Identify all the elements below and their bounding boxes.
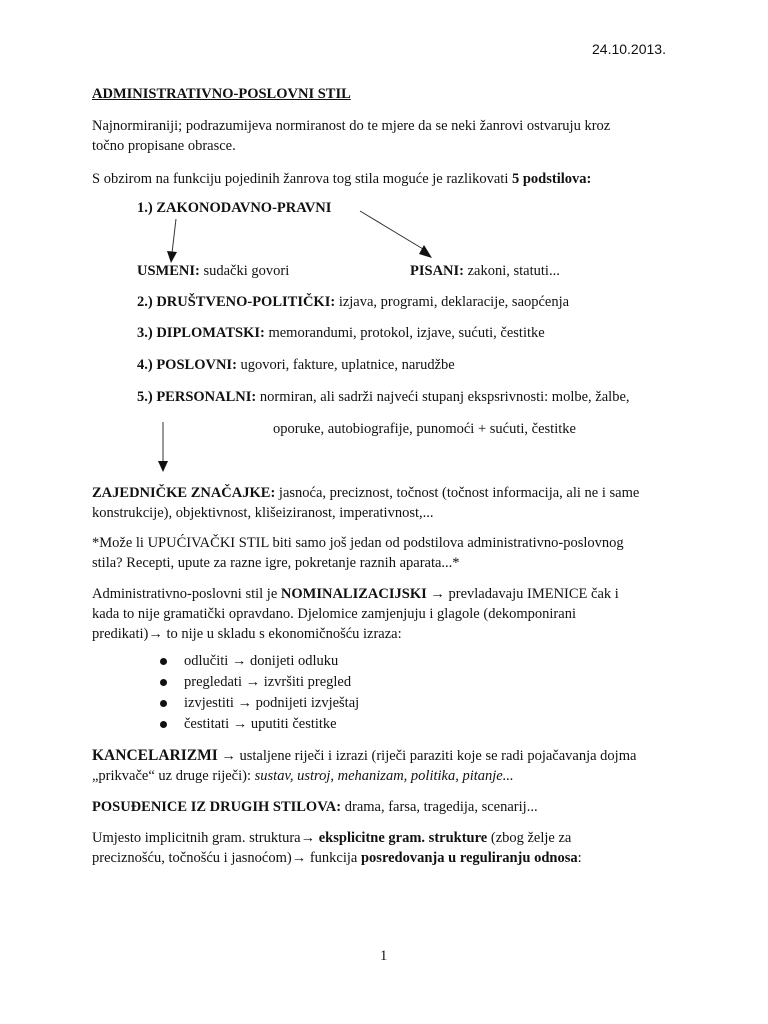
umjesto-bold-1: eksplicitne gram. strukture (318, 830, 488, 846)
kancel-label: KANCELARIZMI (92, 747, 218, 764)
substyle-5 (137, 389, 630, 406)
nominal-post: → prevladavaju IMENICE čak i (426, 586, 619, 602)
example-bullet-list (160, 651, 359, 735)
bullet-icon (160, 700, 167, 707)
umjesto-line-2-pre: preciznošću, točnošću i jasnoćom)→ funkcija (92, 850, 361, 866)
pisani-label: PISANI: (410, 263, 464, 279)
bullet-icon (160, 721, 167, 728)
posudenice-line (92, 797, 672, 817)
pisani-text: zakoni, statuti... (463, 263, 560, 279)
note-line-1: *Može li UPUĆIVAČKI STIL biti samo još jedan od podstilova administrativno-poslovnog (92, 535, 624, 551)
substyle-intro-bold: 5 podstilova: (511, 171, 592, 187)
substyle-3-text: memorandumi, protokol, izjave, sućuti, čestitke (264, 325, 545, 341)
zajednicke-text: jasnoća, preciznost, točnost (točnost informacija, ali ne i same (275, 485, 640, 501)
list-item: odlučiti → donijeti odluku (160, 651, 359, 672)
substyle-4-text: ugovori, fakture, uplatnice, narudžbe (236, 357, 455, 373)
document-date: 24.10.2013. (592, 41, 666, 57)
intro-line-2: točno propisane obrasce. (92, 138, 236, 154)
substyle-5-text: normiran, ali sadrži najveći stupanj ekspsrivnosti: molbe, žalbe, (256, 389, 630, 405)
bullet-icon (160, 658, 167, 665)
pisani-line (410, 263, 560, 280)
zajednicke-label: ZAJEDNIČKE ZNAČAJKE: (92, 485, 276, 501)
umjesto-line-1 (92, 828, 672, 848)
substyle-3 (137, 325, 545, 342)
umjesto-bold-2: posredovanja u reguliranju odnosa (360, 850, 578, 866)
nominal-line-1 (92, 584, 672, 604)
usmeni-text: sudački govori (199, 263, 290, 279)
posudenice-label: POSUĐENICE IZ DRUGIH STILOVA: (92, 799, 342, 815)
umjesto-pre: Umjesto implicitnih gram. struktura→ (92, 830, 319, 846)
substyle-5-label: 5.) PERSONALNI: (137, 389, 257, 405)
substyle-2-text: izjava, programi, deklaracije, saopćenja (335, 294, 570, 310)
kancel-examples: sustav, ustroj, mehanizam, politika, pitanje... (254, 768, 514, 784)
substyle-2 (137, 294, 569, 311)
intro-line-1: Najnormiraniji; podrazumijeva normiranost do te mjere da se neki žanrovi ostvaruju kroz (92, 118, 611, 134)
substyle-4-label: 4.) POSLOVNI: (137, 357, 237, 373)
page-number: 1 (380, 948, 388, 964)
kancel-line-2 (92, 766, 672, 786)
substyle-2-label: 2.) DRUŠTVENO-POLITIČKI: (137, 294, 336, 310)
list-item: pregledati → izvršiti pregled (160, 672, 359, 693)
arrow-to-usmeni-icon (160, 217, 190, 267)
substyle-3-label: 3.) DIPLOMATSKI: (137, 325, 265, 341)
umjesto-post-1: (zbog želje za (487, 830, 572, 846)
usmeni-line (137, 263, 289, 280)
umjesto-line-2 (92, 848, 672, 868)
nominal-bold: NOMINALIZACIJSKI (280, 586, 427, 602)
kancel-line-1 (92, 746, 672, 766)
substyle-intro (92, 169, 672, 189)
posudenice-text: drama, farsa, tragedija, scenarij... (341, 799, 538, 815)
nominal-line-3: predikati)→ to nije u skladu s ekonomičnošću izraza: (92, 626, 402, 642)
arrow-to-zajednicke-icon (154, 420, 174, 474)
substyle-4 (137, 357, 455, 374)
substyle-intro-text: S obzirom na funkciju pojedinih žanrova tog stila moguće je razlikovati (92, 171, 512, 187)
substyle-1-label: 1.) ZAKONODAVNO-PRAVNI (137, 200, 332, 216)
list-item: čestitati → uputiti čestitke (160, 714, 359, 735)
substyle-5-continuation: oporuke, autobiografije, punomoći + sućuti, čestitke (273, 421, 576, 437)
umjesto-colon: : (577, 850, 582, 866)
note-line-2: stila? Recepti, upute za razne igre, pokretanje raznih aparata...* (92, 555, 460, 571)
nominal-line-2: kada to nije gramatički opravdano. Djelomice zamjenjuju i glagole (dekomponirani (92, 606, 576, 622)
zajednicke-line-2: konstrukcije), objektivnost, klišeiziranost, imperativnost,... (92, 505, 434, 521)
zajednicke-line-1 (92, 483, 672, 503)
kancel-text: → ustaljene riječi i izrazi (riječi paraziti koje se radi pojačavanja dojma (217, 748, 637, 764)
arrow-to-pisani-icon (356, 207, 446, 263)
page-title: ADMINISTRATIVNO-POSLOVNI STIL (92, 86, 351, 102)
nominal-pre: Administrativno-poslovni stil je (92, 586, 281, 602)
usmeni-label: USMENI: (137, 263, 200, 279)
kancel-line-2-text: „prikvače“ uz druge riječi): (92, 768, 255, 784)
list-item: izvjestiti → podnijeti izvještaj (160, 693, 359, 714)
bullet-icon (160, 679, 167, 686)
